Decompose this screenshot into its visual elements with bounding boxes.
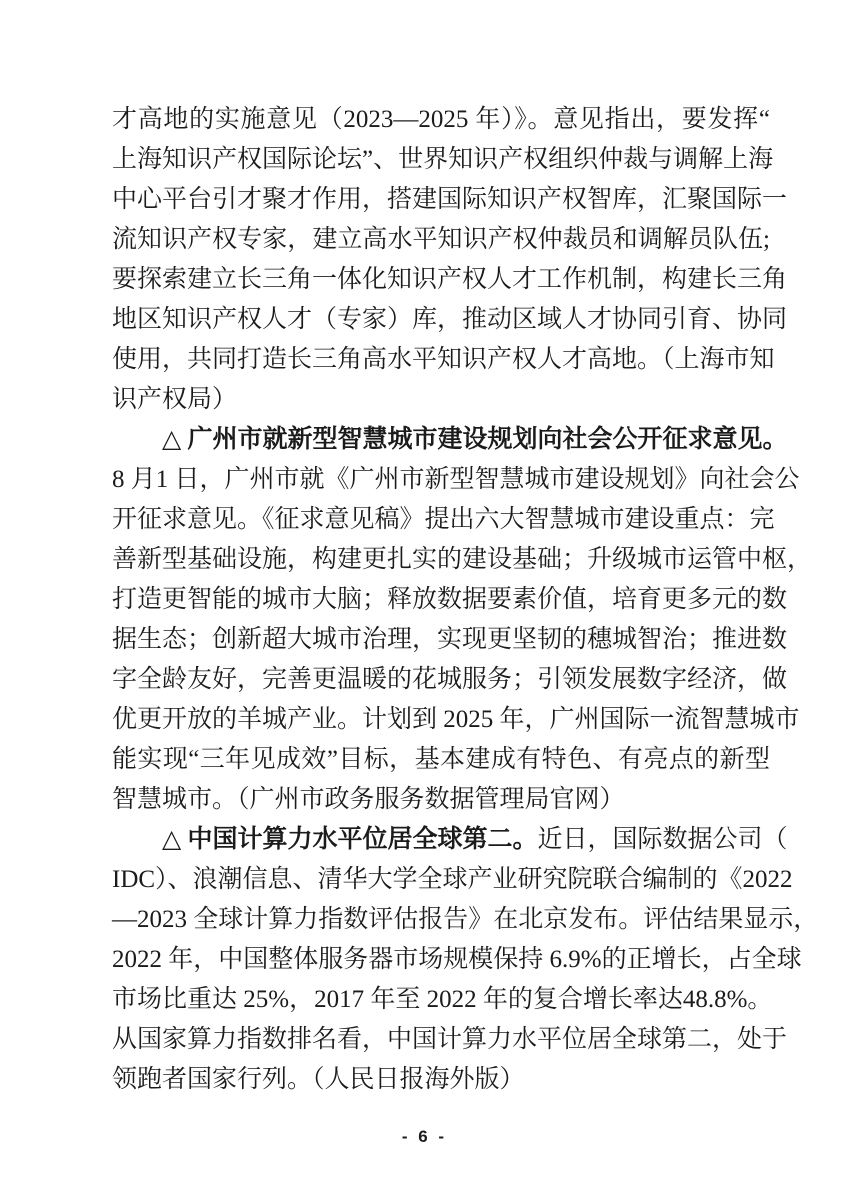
text-segment: 打造更智能的城市大脑；释放数据要素价值，培育更多元的数 xyxy=(112,586,788,613)
text-segment: 善新型基础设施，构建更扎实的建设基础；升级城市运管中枢， xyxy=(112,546,813,573)
text-segment: 使用，共同打造长三角高水平知识产权人才高地。（上海市知 xyxy=(112,346,775,373)
text-segment: 2022 年，中国整体服务器市场规模保持 6.9%的正增长，占全球 xyxy=(112,946,802,973)
text-line xyxy=(112,180,788,220)
text-segment: 据生态；创新超大城市治理，实现更坚韧的穗城智治；推进数 xyxy=(112,626,788,653)
text-segment: 开征求意见。《征求意见稿》提出六大智慧城市建设重点：完 xyxy=(112,506,775,533)
text-segment: 智慧城市。（广州市政务服务数据管理局官网） xyxy=(112,786,625,813)
text-line xyxy=(112,940,802,980)
text-line xyxy=(112,900,819,940)
text-segment: 能实现“三年见成效”目标，基本建成有特色、有亮点的新型 xyxy=(112,746,770,773)
text-line xyxy=(112,740,770,780)
text-line xyxy=(112,220,770,260)
text-segment: —2023 全球计算力指数评估报告》在北京发布。评估结果显示， xyxy=(112,906,819,933)
text-segment: 流知识产权专家，建立高水平知识产权仲裁员和调解员队伍; xyxy=(112,226,770,253)
text-segment: IDC）、浪潮信息、清华大学全球产业研究院联合编制的《2022 xyxy=(112,866,793,893)
page-number: - 6 - xyxy=(401,1127,448,1146)
text-segment: 上海知识产权国际论坛”、世界知识产权组织仲裁与调解上海 xyxy=(112,146,774,173)
text-line xyxy=(112,860,793,900)
text-line xyxy=(112,260,788,300)
text-segment: 优更开放的羊城产业。计划到 2025 年，广州国际一流智慧城市 xyxy=(112,706,800,733)
text-segment: 识产权局） xyxy=(112,386,238,413)
text-segment: 8 月1 日，广州市就《广州市新型智慧城市建设规划》向社会公 xyxy=(112,466,800,493)
text-line xyxy=(112,1060,770,1100)
text-segment: 才高地的实施意见（2023—2025 年）》。意见指出，要发挥“ xyxy=(112,106,770,133)
text-segment: 字全龄友好，完善更温暖的花城服务；引领发展数字经济，做 xyxy=(112,666,788,693)
text-line xyxy=(112,380,770,420)
text-line xyxy=(112,620,788,660)
bold-text-segment: △ 广州市就新型智慧城市建设规划向社会公开征求意见。 xyxy=(162,426,788,453)
text-line xyxy=(112,1020,788,1060)
text-line xyxy=(112,500,775,540)
text-block xyxy=(112,100,819,1100)
text-line xyxy=(112,140,774,180)
text-segment: 近日，国际数据公司（ xyxy=(537,826,788,853)
text-line xyxy=(112,460,800,500)
text-line xyxy=(112,340,775,380)
text-segment: 从国家算力指数排名看，中国计算力水平位居全球第二，处于 xyxy=(112,1026,788,1053)
text-line xyxy=(112,300,788,340)
text-line xyxy=(112,420,788,460)
text-line xyxy=(112,580,788,620)
text-segment: 领跑者国家行列。（人民日报海外版） xyxy=(112,1066,525,1093)
text-line xyxy=(112,980,773,1020)
text-segment: 中心平台引才聚才作用，搭建国际知识产权智库，汇聚国际一 xyxy=(112,186,788,213)
text-line xyxy=(112,100,770,140)
text-line xyxy=(112,820,788,860)
text-line xyxy=(112,660,788,700)
text-segment: 要探索建立长三角一体化知识产权人才工作机制，构建长三角 xyxy=(112,266,788,293)
text-line xyxy=(112,540,813,580)
text-segment: 地区知识产权人才（专家）库，推动区域人才协同引育、协同 xyxy=(112,306,788,333)
bold-text-segment: △ 中国计算力水平位居全球第二。 xyxy=(162,826,538,853)
text-segment: 市场比重达 25%，2017 年至 2022 年的复合增长率达48.8%。 xyxy=(112,986,773,1013)
text-line xyxy=(112,780,770,820)
text-line xyxy=(112,700,800,740)
